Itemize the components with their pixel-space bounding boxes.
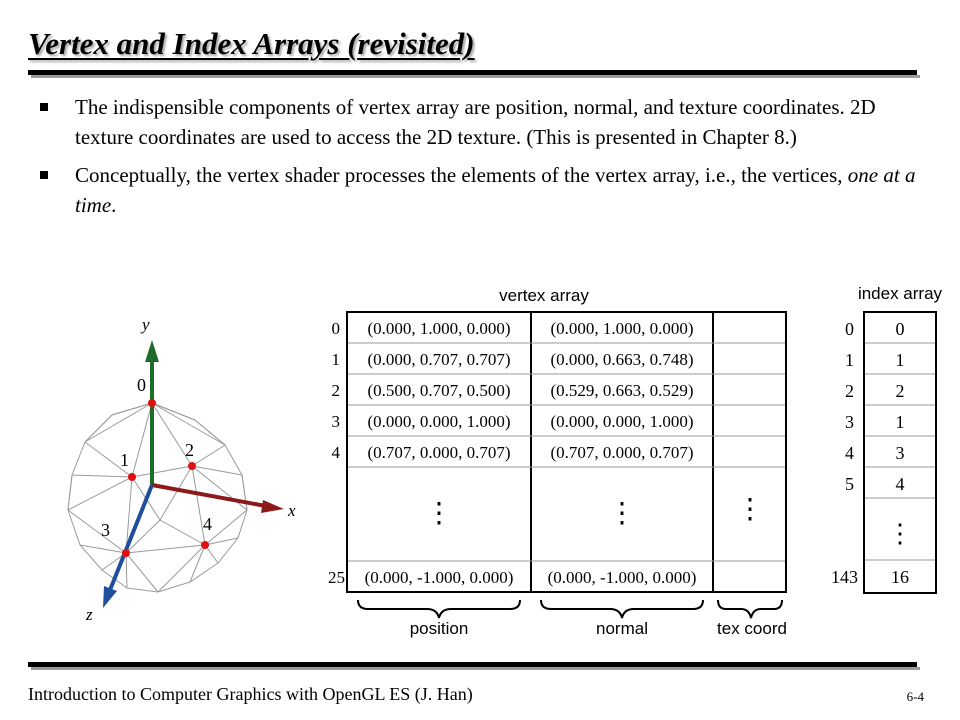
position-cell: (0.000, 0.000, 1.000): [367, 412, 511, 431]
normal-cell: (0.707, 0.000, 0.707): [550, 443, 694, 462]
row-index: 4: [331, 443, 340, 462]
normal-cell: (0.000, -1.000, 0.000): [547, 568, 697, 587]
vertex-index-diagram: [0, 270, 960, 650]
position-ellipsis: ⋮: [425, 498, 453, 529]
index-value: 16: [891, 567, 909, 587]
sphere-figure: [68, 315, 296, 624]
z-axis-arrow-icon: [103, 586, 117, 608]
vertex-dot: [122, 549, 130, 557]
index-value: 3: [895, 443, 905, 463]
vertex-label: 4: [203, 514, 212, 534]
bullet-item: [38, 92, 928, 152]
footer-rule: [28, 662, 917, 667]
bullet-text-end: .: [111, 193, 117, 217]
z-axis-line: [110, 485, 152, 590]
index-array: [831, 284, 943, 593]
index-row-index: 1: [845, 350, 854, 370]
vertex-dot: [128, 473, 136, 481]
x-axis-label: x: [288, 501, 296, 520]
texcoord-brace-label: tex coord: [717, 619, 787, 638]
x-axis-line: [152, 485, 266, 506]
normal-cell: (0.529, 0.663, 0.529): [550, 381, 694, 400]
position-brace-icon: [358, 600, 520, 618]
vertex-label: 2: [185, 440, 194, 460]
normal-cell: (0.000, 0.663, 0.748): [550, 350, 694, 369]
position-cell: (0.000, -1.000, 0.000): [364, 568, 514, 587]
index-row-index: 2: [845, 381, 854, 401]
index-row-index: 4: [845, 443, 854, 463]
vertex-dot: [148, 399, 156, 407]
footer-rule-shadow: [31, 667, 920, 670]
index-value: 4: [895, 474, 905, 494]
position-cell: (0.500, 0.707, 0.500): [367, 381, 511, 400]
row-index: 3: [331, 412, 340, 431]
normal-cell: (0.000, 1.000, 0.000): [550, 319, 694, 338]
bullet-text: The indispensible components of vertex array are position, normal, and texture coordinates. 2D texture coordinates are used to access the 2D texture. (This is presented in Chapter 8.): [75, 95, 876, 149]
vertex-array: [328, 286, 787, 638]
bullet-text: Conceptually, the vertex shader processes the elements of the vertex array, i.e., the vertices,: [75, 163, 848, 187]
bullet-item: [38, 160, 928, 220]
index-value: 1: [895, 350, 905, 370]
normal-brace-label: normal: [596, 619, 648, 638]
index-value: 2: [895, 381, 905, 401]
title-rule-shadow: [31, 75, 920, 78]
index-row-index: 3: [845, 412, 854, 432]
vertex-array-title: vertex array: [499, 286, 589, 305]
position-cell: (0.000, 1.000, 0.000): [367, 319, 511, 338]
vertex-label: 0: [137, 375, 146, 395]
y-axis-arrow-icon: [145, 340, 159, 362]
vertex-dot: [188, 462, 196, 470]
square-bullet-icon: [40, 103, 48, 111]
row-index: 0: [331, 319, 340, 338]
index-row-index: 5: [845, 474, 854, 494]
vertex-label: 1: [120, 450, 129, 470]
index-array-title: index array: [857, 284, 943, 303]
position-cell: (0.707, 0.000, 0.707): [367, 443, 511, 462]
index-value: 0: [895, 319, 905, 339]
position-cell: (0.000, 0.707, 0.707): [367, 350, 511, 369]
bullet-list: [38, 92, 928, 228]
index-ellipsis: ⋮: [887, 519, 913, 548]
vertex-label: 3: [101, 520, 110, 540]
position-brace-label: position: [409, 619, 469, 638]
normal-brace-icon: [541, 600, 703, 618]
row-index: 25: [328, 568, 345, 587]
vertex-dot: [201, 541, 209, 549]
page-number: 6-4: [906, 689, 924, 704]
row-index: 1: [331, 350, 340, 369]
texcoord-ellipsis: ⋮: [736, 494, 764, 525]
normal-ellipsis: ⋮: [608, 498, 636, 529]
square-bullet-icon: [40, 171, 48, 179]
index-row-index: 0: [845, 319, 854, 339]
z-axis-label: z: [86, 605, 93, 624]
index-value: 1: [895, 412, 905, 432]
footer-text: Introduction to Computer Graphics with OpenGL ES (J. Han): [28, 684, 473, 704]
normal-cell: (0.000, 0.000, 1.000): [550, 412, 694, 431]
texcoord-brace-icon: [718, 600, 782, 618]
y-axis-label: y: [142, 315, 150, 334]
row-index: 2: [331, 381, 340, 400]
x-axis-arrow-icon: [261, 500, 284, 513]
title-rule: [28, 70, 917, 75]
index-row-index: 143: [831, 567, 858, 587]
bullet-emphasis: one at a time: [75, 163, 916, 217]
slide-title: Vertex and Index Arrays (revisited): [28, 26, 475, 61]
